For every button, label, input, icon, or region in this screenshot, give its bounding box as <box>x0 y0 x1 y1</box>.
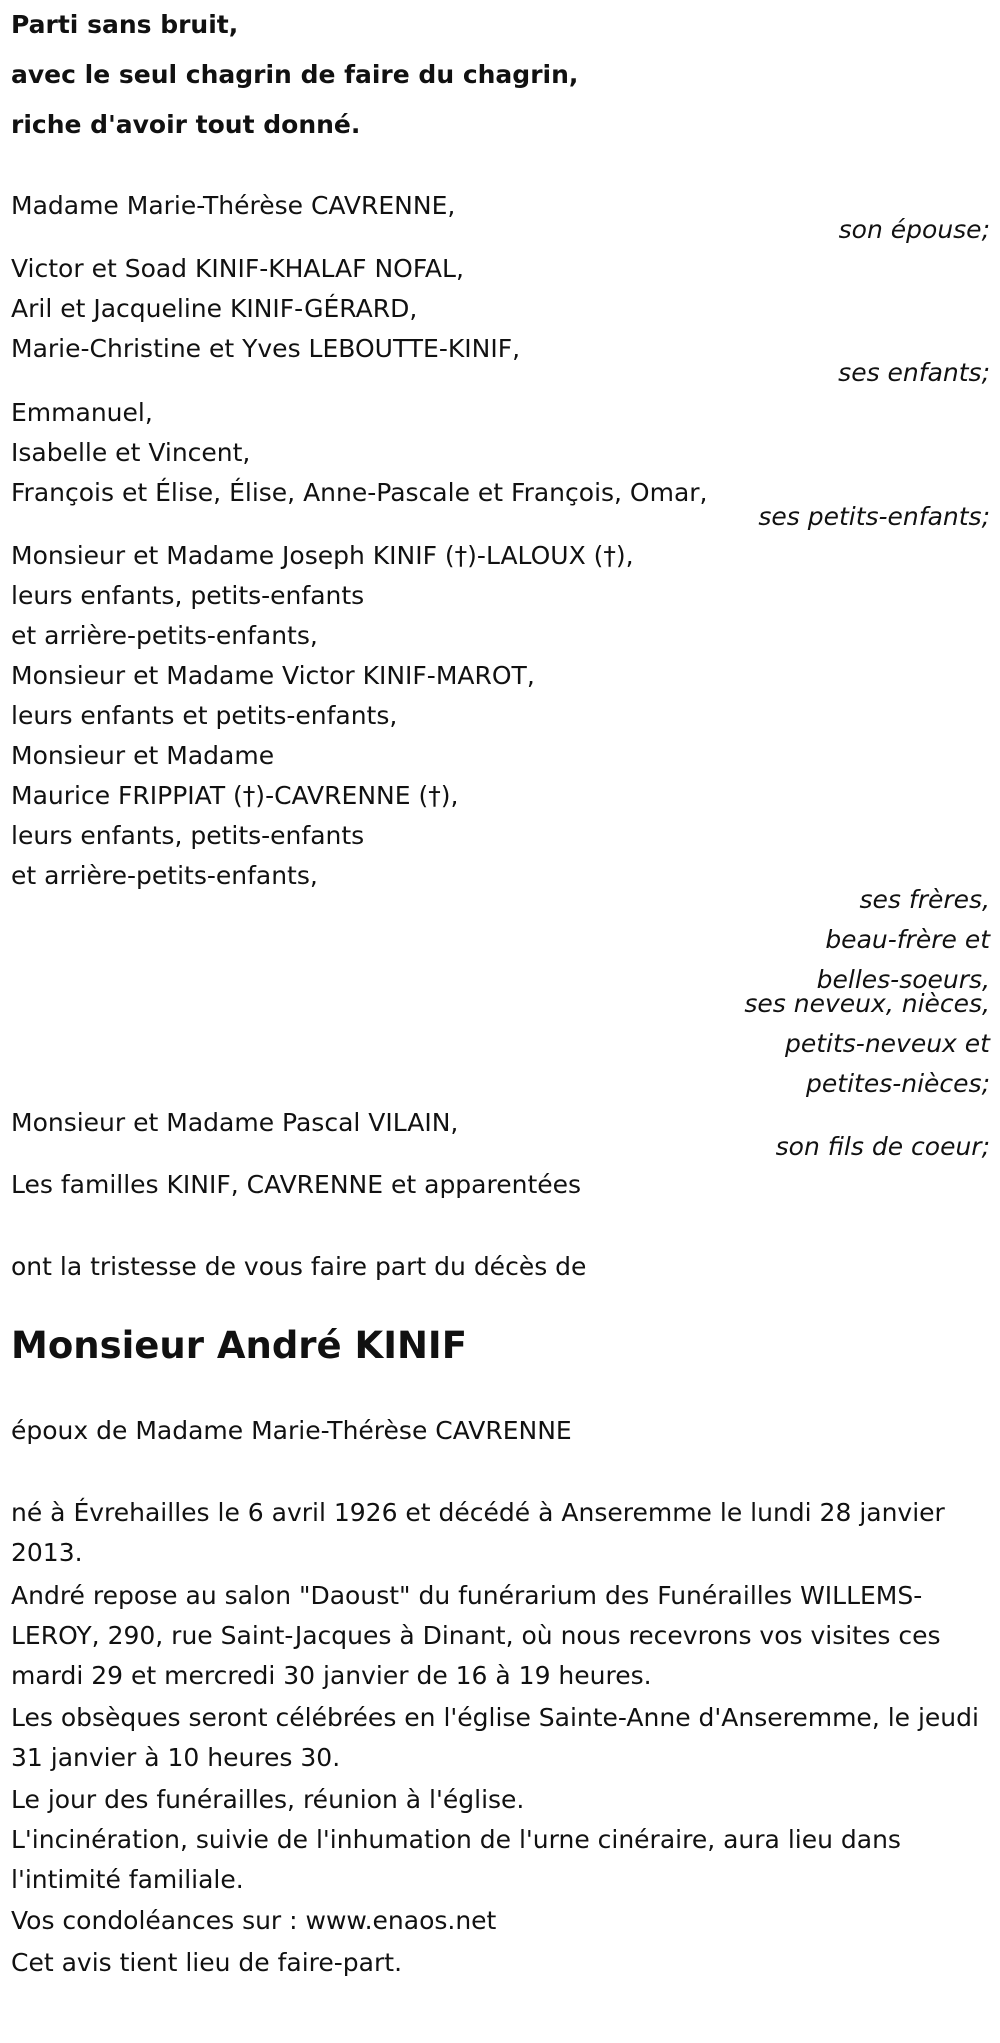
nephews-role-1: ses neveux, nièces, <box>744 989 990 1018</box>
grandchildren-role: ses petits-enfants; <box>758 502 990 531</box>
child-line-2: Aril et Jacqueline KINIF-GÉRARD, <box>11 294 418 323</box>
siblings-role-2: beau-frère et <box>825 925 990 954</box>
sibling-line-3: et arrière-petits-enfants, <box>11 621 318 650</box>
visitation-paragraph: André repose au salon "Daoust" du funérarium des Funérailles WILLEMS-LEROY, 290, rue Saint-Jacques à Dinant, où nous recevrons vos visites ces mardi 29 et mercredi 30 janvier de 16 à 19 heures. <box>11 1581 941 1690</box>
sibling-line-6: Monsieur et Madame <box>11 741 275 770</box>
cremation-paragraph: L'incinération, suivie de l'inhumation de l'urne cinéraire, aura lieu dans l'intimité familiale. <box>11 1825 901 1894</box>
grandchild-line-2: Isabelle et Vincent, <box>11 438 251 467</box>
sibling-line-9: et arrière-petits-enfants, <box>11 861 318 890</box>
nephews-role-3: petites-nièces; <box>806 1069 990 1098</box>
intro-line-2: avec le seul chagrin de faire du chagrin, <box>11 60 579 89</box>
children-role: ses enfants; <box>838 358 990 387</box>
sibling-line-2: leurs enfants, petits-enfants <box>11 581 365 610</box>
grandchild-line-3: François et Élise, Élise, Anne-Pascale et François, Omar, <box>11 478 708 507</box>
sibling-line-7: Maurice FRIPPIAT (†)-CAVRENNE (†), <box>11 781 459 810</box>
condolences-paragraph: Vos condoléances sur : www.enaos.net <box>11 1906 497 1935</box>
intro-line-3: riche d'avoir tout donné. <box>11 110 361 139</box>
sibling-line-5: leurs enfants et petits-enfants, <box>11 701 398 730</box>
siblings-role-1: ses frères, <box>859 885 990 914</box>
funeral-paragraph: Les obsèques seront célébrées en l'église Sainte-Anne d'Anseremme, le jeudi 31 janvier à 10 heures 30. <box>11 1703 979 1772</box>
child-line-3: Marie-Christine et Yves LEBOUTTE-KINIF, <box>11 334 521 363</box>
spouse-role: son épouse; <box>838 215 990 244</box>
notice-paragraph: Cet avis tient lieu de faire-part. <box>11 1948 403 1977</box>
meeting-paragraph: Le jour des funérailles, réunion à l'église. <box>11 1785 525 1814</box>
deceased-spouse: époux de Madame Marie-Thérèse CAVRENNE <box>11 1416 572 1445</box>
heart-son-line: Monsieur et Madame Pascal VILAIN, <box>11 1108 459 1137</box>
sibling-line-4: Monsieur et Madame Victor KINIF-MAROT, <box>11 661 535 690</box>
child-line-1: Victor et Soad KINIF-KHALAF NOFAL, <box>11 254 464 283</box>
announcement: ont la tristesse de vous faire part du décès de <box>11 1252 587 1281</box>
families-line: Les familles KINIF, CAVRENNE et apparentées <box>11 1170 582 1199</box>
sibling-line-8: leurs enfants, petits-enfants <box>11 821 365 850</box>
deceased-name: Monsieur André KINIF <box>11 1324 467 1367</box>
grandchild-line-1: Emmanuel, <box>11 398 153 427</box>
spouse-line: Madame Marie-Thérèse CAVRENNE, <box>11 191 456 220</box>
sibling-line-1: Monsieur et Madame Joseph KINIF (†)-LALOUX (†), <box>11 541 634 570</box>
birth-death-paragraph: né à Évrehailles le 6 avril 1926 et décédé à Anseremme le lundi 28 janvier 2013. <box>11 1498 945 1567</box>
intro-line-1: Parti sans bruit, <box>11 10 239 39</box>
siblings-role-3: belles-soeurs, <box>816 965 990 994</box>
nephews-role-2: petits-neveux et <box>784 1029 990 1058</box>
heart-son-role: son fils de coeur; <box>775 1132 990 1161</box>
